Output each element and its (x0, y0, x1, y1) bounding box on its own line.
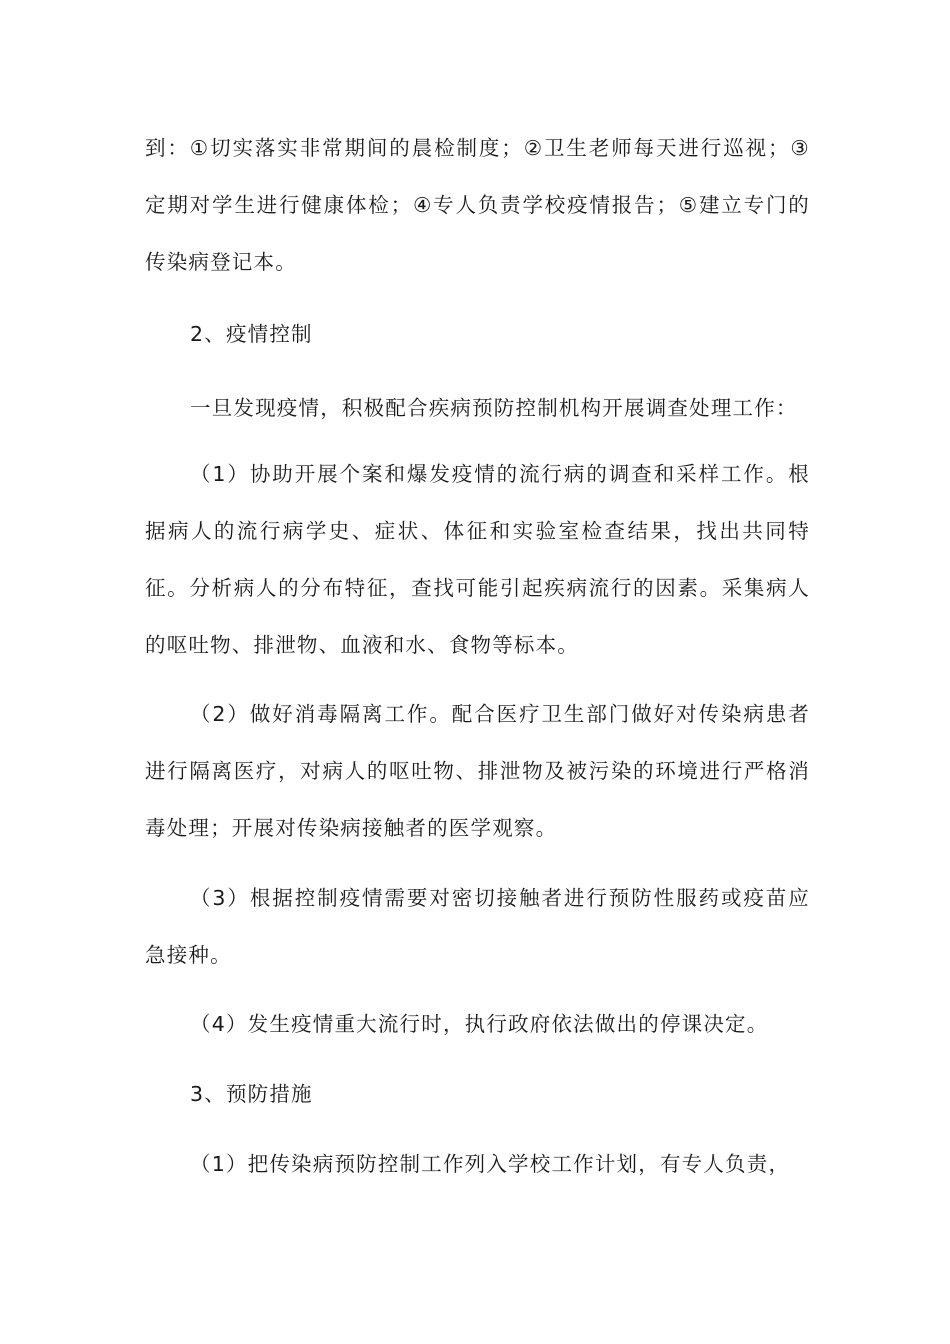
section-heading-prevention: 3、预防措施 (190, 1082, 313, 1106)
paragraph-intro: 一旦发现疫情，积极配合疾病预防控制机构开展调查处理工作： (190, 396, 798, 420)
list-item-3: （3）根据控制疫情需要对密切接触者进行预防性服药或疫苗应急接种。 (145, 886, 810, 967)
section-heading-epidemic-control: 2、疫情控制 (190, 322, 313, 346)
list-item-2: （2）做好消毒隔离工作。配合医疗卫生部门做好对传染病患者进行隔离医疗，对病人的呕吐物、排泄物及被污染的环境进行严格消毒处理；开展对传染病接触者的医学观察。 (145, 702, 810, 840)
list-item-prevention-1: （1）把传染病预防控制工作列入学校工作计划，有专人负责， (190, 1152, 791, 1176)
list-item-4: （4）发生疫情重大流行时，执行政府依法做出的停课决定。 (190, 1012, 769, 1036)
list-item-1: （1）协助开展个案和爆发疫情的流行病的调查和采样工作。根据病人的流行病学史、症状、体征和实验室检查结果，找出共同特征。分析病人的分布特征，查找可能引起疾病流行的因素。采集病人的呕吐物、排泄物、血液和水、食物等标本。 (145, 462, 810, 657)
paragraph-continuation: 到：①切实落实非常期间的晨检制度；②卫生老师每天进行巡视；③定期对学生进行健康体检；④专人负责学校疫情报告；⑤建立专门的传染病登记本。 (145, 136, 810, 274)
